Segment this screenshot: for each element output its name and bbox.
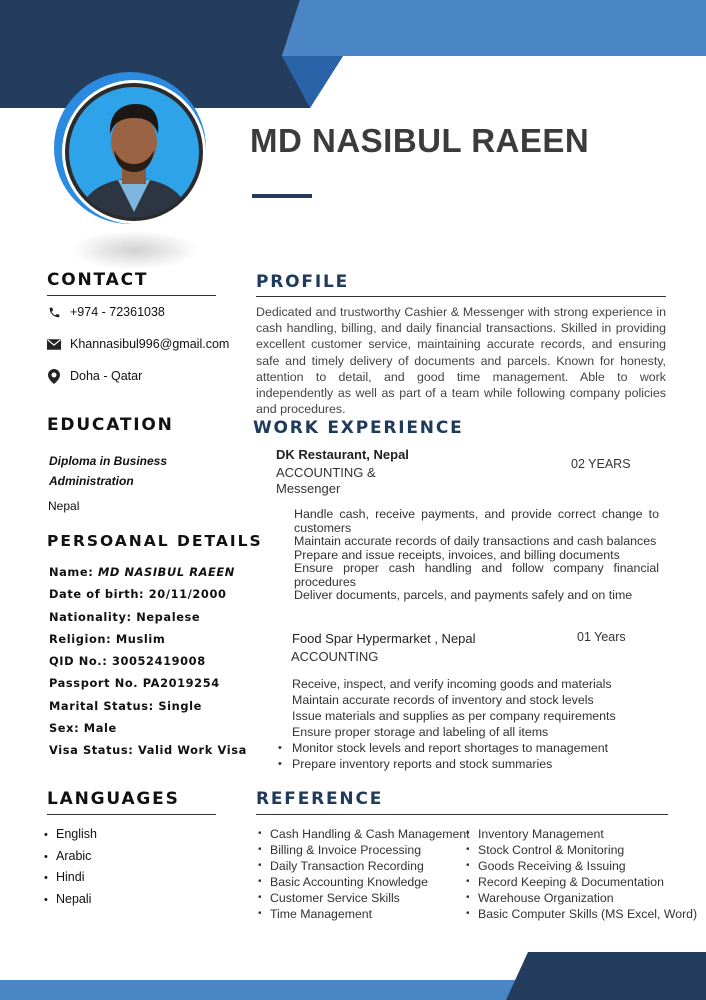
education-title: EDUCATION xyxy=(47,415,174,435)
mail-icon xyxy=(47,337,61,351)
pd-sex: Sex: Male xyxy=(49,721,117,736)
pd-passport: Passport No. PA2019254 xyxy=(49,676,220,691)
reference-item: • Record Keeping & Documentation xyxy=(464,874,697,890)
job2-duties xyxy=(278,676,616,772)
pd-visa: Visa Status: Valid Work Visa xyxy=(49,743,247,758)
contact-rule xyxy=(47,295,216,296)
language-item: • Hindi xyxy=(44,867,97,889)
reference-item: • Basic Accounting Knowledge xyxy=(256,874,470,890)
duty-item: Ensure proper cash handling and follow company financial procedures xyxy=(294,561,659,589)
language-item: • Nepali xyxy=(44,889,97,911)
phone-text[interactable]: +974 - 72361038 xyxy=(70,305,165,319)
language-item: • Arabic xyxy=(44,846,97,868)
reference-item: • Time Management xyxy=(256,906,470,922)
reference-rule xyxy=(256,814,668,815)
pd-name-value: MD NASIBUL RAEEN xyxy=(97,565,235,579)
reference-right-list xyxy=(464,826,697,922)
reference-item: • Goods Receiving & Issuing xyxy=(464,858,697,874)
job2-company: Food Spar Hypermarket , Nepal xyxy=(292,631,476,646)
duty-item: Receive, inspect, and verify incoming goods and materials xyxy=(292,677,612,691)
pd-religion: Religion: Muslim xyxy=(49,631,166,646)
reference-item: • Basic Computer Skills (MS Excel, Word) xyxy=(464,906,697,922)
duty-item: Issue materials and supplies as per company requirements xyxy=(292,709,616,723)
education-degree: Diploma in Business Administration xyxy=(49,454,168,488)
duty-item: • Monitor stock levels and report shortages to management xyxy=(278,740,616,756)
location-text: Doha - Qatar xyxy=(70,369,143,383)
name-underline xyxy=(252,194,312,198)
reference-item: • Daily Transaction Recording xyxy=(256,858,470,874)
duty-item: • Prepare inventory reports and stock summaries xyxy=(278,756,616,772)
email-text[interactable]: Khannasibul996@gmail.com xyxy=(70,337,230,351)
location-pin-icon xyxy=(47,369,61,383)
languages-rule xyxy=(47,814,216,815)
job1-company: DK Restaurant, Nepal xyxy=(276,447,409,462)
contact-email xyxy=(47,337,229,351)
reference-item: • Billing & Invoice Processing xyxy=(256,842,470,858)
job2-years: 01 Years xyxy=(577,630,626,644)
contact-location xyxy=(47,369,142,383)
phone-icon xyxy=(47,305,61,319)
pd-nationality: Nationality: Nepalese xyxy=(49,609,201,624)
reference-item: • Cash Handling & Cash Management xyxy=(256,826,470,842)
job1-role: ACCOUNTING & Messenger xyxy=(276,465,376,496)
personal-details-list xyxy=(49,561,247,762)
contact-title: CONTACT xyxy=(47,270,149,290)
language-item: • English xyxy=(44,824,97,846)
reference-item: • Inventory Management xyxy=(464,826,697,842)
job1-years: 02 YEARS xyxy=(571,457,631,471)
reference-item: • Stock Control & Monitoring xyxy=(464,842,697,858)
duty-item: Handle cash, receive payments, and provide correct change to customers xyxy=(294,507,659,535)
job1-duties xyxy=(294,508,659,603)
personal-details-title: PERSOANAL DETAILS xyxy=(47,532,263,550)
duty-item: Prepare and issue receipts, invoices, and billing documents xyxy=(294,547,620,562)
reference-title: REFERENCE xyxy=(256,789,384,809)
pd-dob: Date of birth: 20/11/2000 xyxy=(49,587,227,602)
education-place: Nepal xyxy=(48,499,80,513)
profile-photo xyxy=(54,72,210,228)
profile-rule xyxy=(256,296,666,297)
languages-list xyxy=(44,824,97,910)
job2-role: ACCOUNTING xyxy=(291,649,379,664)
profile-summary: Dedicated and trustworthy Cashier & Messenger with strong experience in cash handling, billing, and daily financial transactions. Skilled in providing excellent customer service, maintaining accurate records, and ensuring safe and timely delivery of documents and parcels. Known for honesty, attention to detail, and good time management. Able to work independently as well as part of a team while following company policies and procedures. xyxy=(256,305,666,417)
work-experience-title: WORK EXPERIENCE xyxy=(253,418,464,438)
profile-title: PROFILE xyxy=(256,272,349,292)
pd-name: Name: MD NASIBUL RAEEN xyxy=(49,565,235,579)
reference-left-list xyxy=(256,826,470,922)
duty-item: Maintain accurate records of inventory and stock levels xyxy=(292,693,594,707)
pd-marital: Marital Status: Single xyxy=(49,698,202,713)
photo-shadow xyxy=(70,230,200,270)
duty-item: Ensure proper storage and labeling of all items xyxy=(292,725,549,739)
reference-item: • Warehouse Organization xyxy=(464,890,697,906)
languages-title: LANGUAGES xyxy=(47,789,180,809)
candidate-name: MD NASIBUL RAEEN xyxy=(250,122,590,159)
pd-qid: QID No.: 30052419008 xyxy=(49,654,206,669)
duty-item: Deliver documents, parcels, and payments safely and on time xyxy=(294,588,633,602)
contact-phone xyxy=(47,305,165,319)
reference-item: • Customer Service Skills xyxy=(256,890,470,906)
duty-item: Maintain accurate records of daily transactions and cash balances xyxy=(294,534,657,548)
